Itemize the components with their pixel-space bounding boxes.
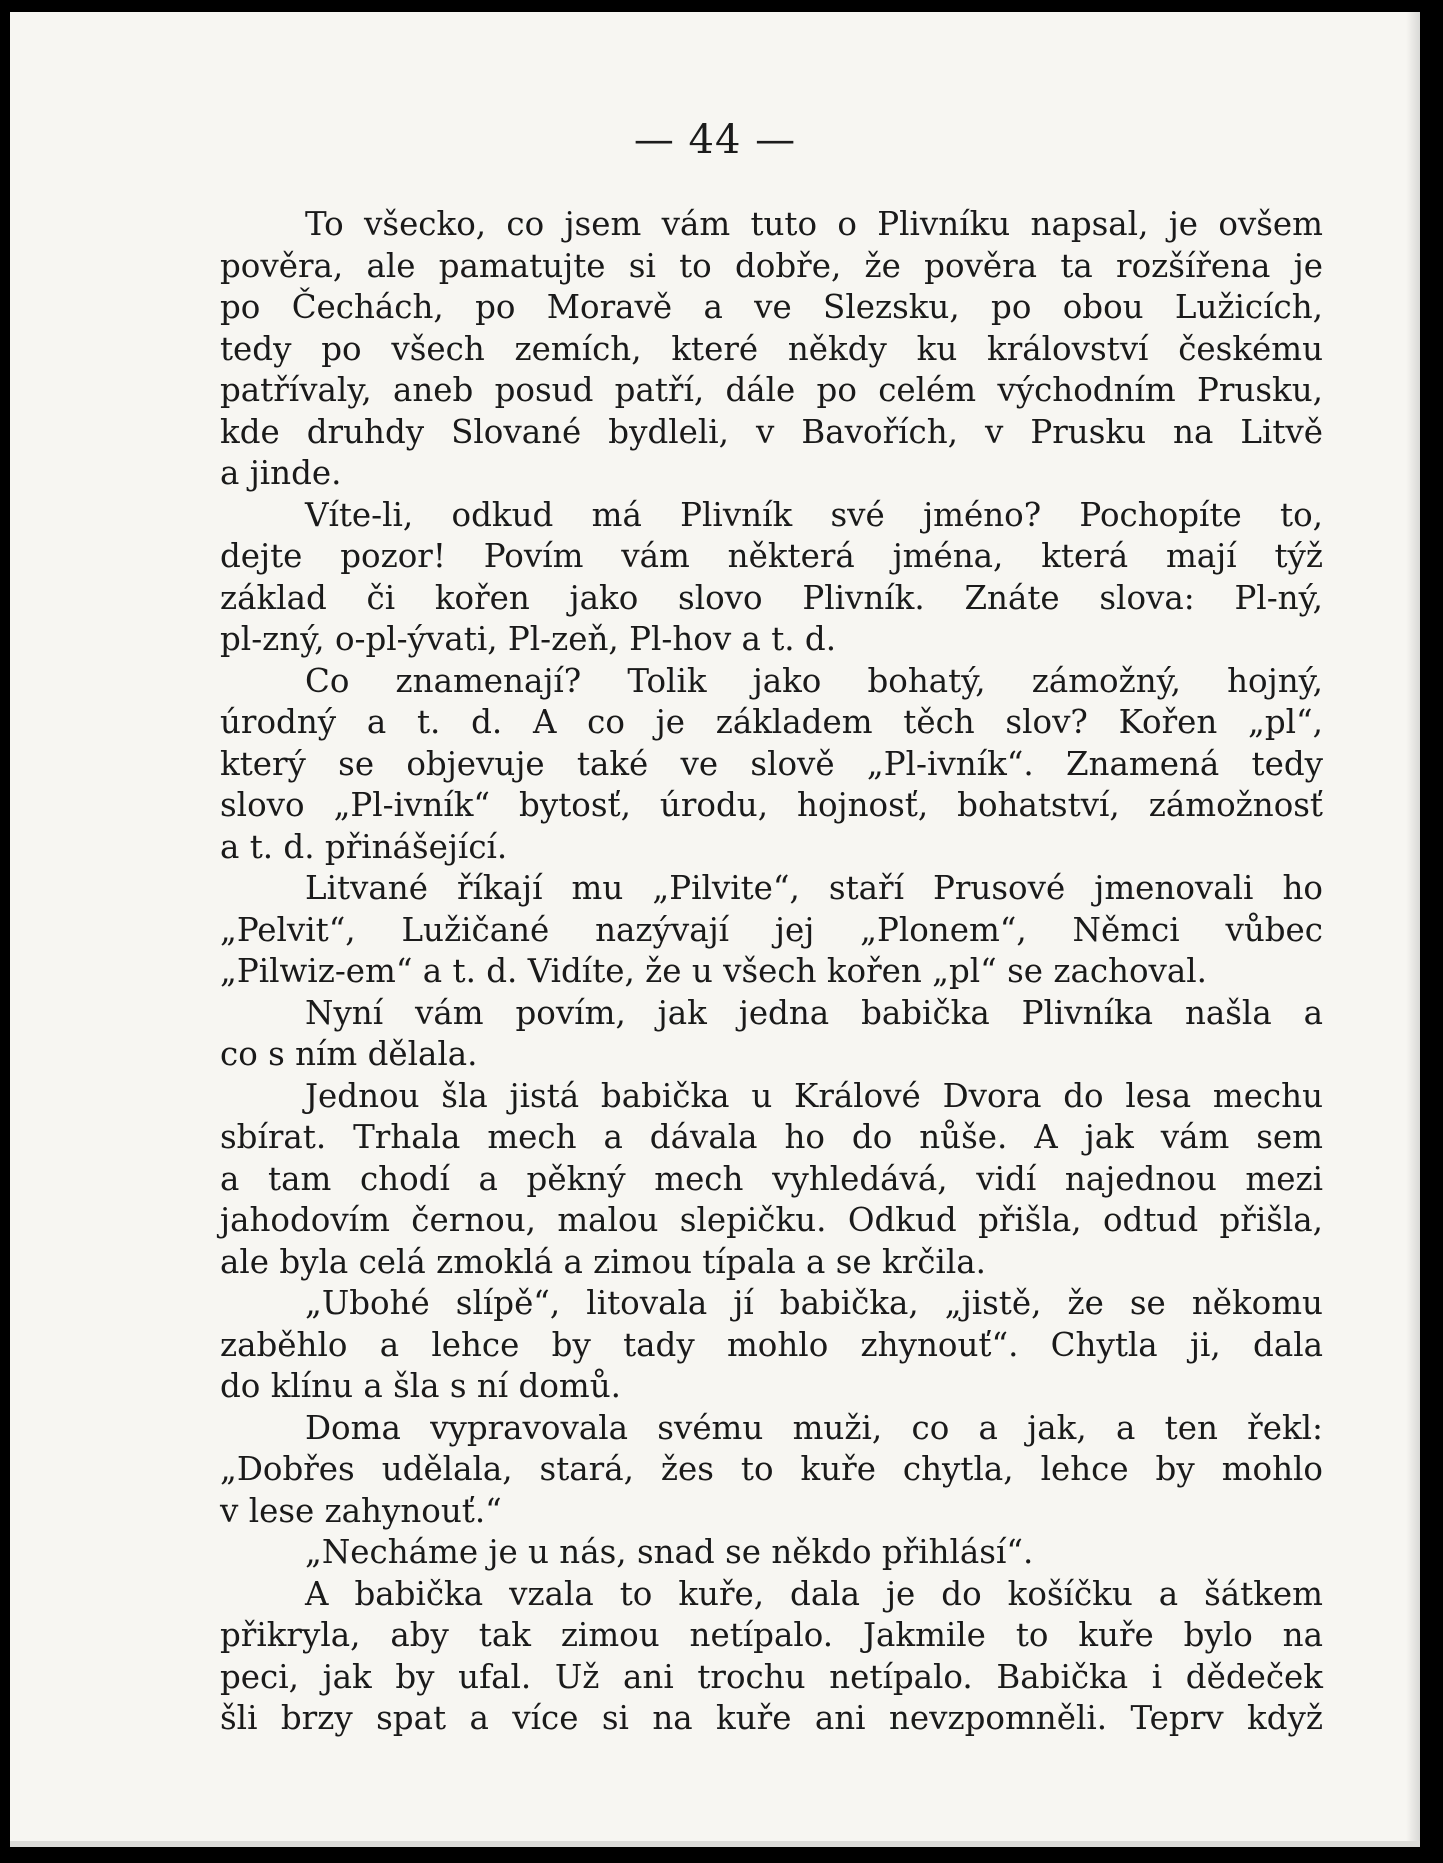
text-line: slovo „Pl-ivník“ bytosť, úrodu, hojnosť, bohatství, zámožnosť [220,786,1323,824]
text-line: „Pilwiz-em“ a t. d. Vidíte, že u všech kořen „pl“ se zachoval. [220,952,1208,990]
paragraph [220,204,1323,495]
text-line: Doma vypravovala svému muži, co a jak, a ten řekl: [305,1408,1323,1447]
paragraph [220,661,1323,869]
text-line: šli brzy spat a více si na kuře ani nevzpomněli. Teprv když [220,1699,1323,1737]
page-edge-shadow [1406,12,1420,1847]
text-line: pověra, ale pamatujte si to dobře, že pověra ta rozšířena je [220,246,1323,285]
text-line: zaběhlo a lehce by tady mohlo zhynouť“. Chytla ji, dala [220,1325,1323,1364]
text-line: „Necháme je u nás, snad se někdo přihlásí“. [305,1533,1034,1571]
text-line: tedy po všech zemích, které někdy ku království českému [220,329,1323,368]
text-line: „Ubohé slípě“, litovala jí babička, „jistě, že se někomu [305,1284,1323,1322]
page-bottom-edge [10,1841,1420,1847]
text-line: Víte-li, odkud má Plivník své jméno? Pochopíte to, [305,495,1323,534]
text-line: peci, jak by ufal. Už ani trochu netípalo. Babička i dědeček [220,1657,1323,1696]
text-line: do klínu a šla s ní domů. [220,1367,621,1405]
text-line: pl-zný, o-pl-ývati, Pl-zeň, Pl-hov a t. d. [220,620,837,658]
text-line: přikryla, aby tak zimou netípalo. Jakmile to kuře bylo na [220,1616,1323,1654]
text-line: co s ním dělala. [220,1035,478,1073]
paragraph [220,1574,1323,1740]
text-line: Litvané říkají mu „Pilvite“, staří Prusové jmenovali ho [305,869,1323,907]
text-line: Jednou šla jistá babička u Králové Dvora do lesa mechu [305,1076,1323,1115]
text-line: „Pelvit“, Lužičané nazývají jej „Plonem“, Němci vůbec [220,910,1323,949]
text-line: dejte pozor! Povím vám některá jména, která mají týž [220,537,1323,575]
text-line: kde druhdy Slované bydleli, v Bavořích, v Prusku na Litvě [220,412,1323,451]
book-page [10,12,1420,1847]
text-line: a jinde. [220,454,342,492]
text-line: patřívaly, aneb posud patří, dále po celém východním Prusku, [220,371,1323,409]
text-line: základ či kořen jako slovo Plivník. Znáte slova: Pl-ný, [220,578,1323,617]
text-line: který se objevuje také ve slově „Pl-ivník“. Znamená tedy [220,744,1323,783]
text-line: ale byla celá zmoklá a zimou típala a se krčila. [220,1242,986,1281]
text-line: a t. d. přinášející. [220,827,508,866]
body-text [220,204,1323,1740]
paragraph [220,1076,1323,1284]
paragraph [220,1408,1323,1533]
text-line: v lese zahynouť.“ [220,1491,502,1530]
paragraph [220,1283,1323,1408]
text-line: jahodovím černou, malou slepičku. Odkud přišla, odtud přišla, [220,1201,1323,1239]
text-line: po Čechách, po Moravě a ve Slezsku, po obou Lužicích, [220,288,1323,326]
paragraph [220,868,1323,993]
paragraph [220,993,1323,1076]
paragraph [220,1532,1323,1574]
text-line: To všecko, co jsem vám tuto o Plivníku napsal, je ovšem [305,205,1323,243]
text-line: Co znamenají? Tolik jako bohatý, zámožný, hojný, [305,661,1323,700]
text-line: Nyní vám povím, jak jedna babička Plivníka našla a [305,993,1323,1032]
paragraph [220,495,1323,661]
page-number: — 44 — [633,117,797,163]
text-line: sbírat. Trhala mech a dávala ho do nůše. A jak vám sem [220,1118,1323,1156]
text-line: A babička vzala to kuře, dala je do košíčku a šátkem [305,1574,1323,1613]
text-line: „Dobřes udělala, stará, žes to kuře chytla, lehce by mohlo [220,1450,1323,1488]
text-line: úrodný a t. d. A co je základem těch slov? Kořen „pl“, [220,703,1323,741]
text-line: a tam chodí a pěkný mech vyhledává, vidí najednou mezi [220,1159,1323,1198]
